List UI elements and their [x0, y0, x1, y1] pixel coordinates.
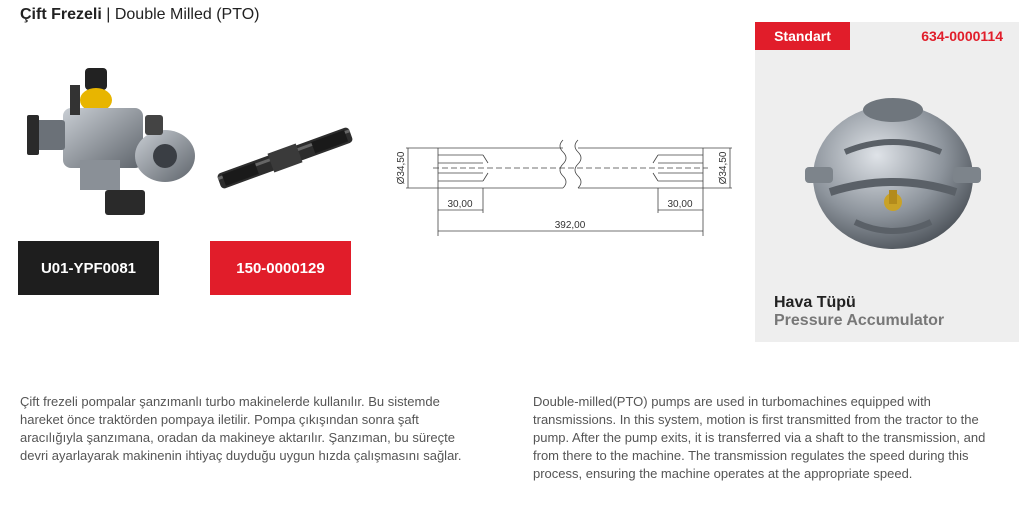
accumulator-name-en: Pressure Accumulator [774, 312, 945, 329]
dim-spline-right: 30,00 [667, 199, 693, 210]
title-bold: Çift Frezeli [20, 6, 102, 23]
page-title [20, 6, 259, 24]
description-tr: Çift frezeli pompalar şanzımanlı turbo makinelerde kullanılır. Bu sistemde hareket önce traktörden pompaya iletilir. Pompa çıkışından sonra şaft aracılığıyla şanzımana, oradan da makineye aktarılır. Şanzıman, bu süreçte devri ayarlayarak makinenin ihtiyaç duyduğu uygun hızda çalışmasını sağlar. [20, 394, 462, 463]
standard-badge: Standart [755, 22, 850, 50]
technical-drawing [388, 118, 750, 238]
pump-code-label: U01-YPF0081 [18, 241, 159, 295]
pto-shaft-image [210, 118, 360, 198]
pump-image [25, 60, 205, 230]
shaft-code-label: 150-0000129 [210, 241, 351, 295]
accumulator-card [755, 22, 1019, 342]
title-regular: Double Milled (PTO) [114, 6, 260, 23]
description-en: Double-milled(PTO) pumps are used in turbomachines equipped with transmissions. In this system, motion is first transmitted from the tractor to the pump. After the pump exits, it is transferred via a shaft to the transmission, and from there to the machine. The transmission regulates the speed during this process, ensuring the machine operates at the appropriate speed. [533, 394, 986, 481]
title-separator: | [101, 6, 115, 23]
accumulator-name-tr: Hava Tüpü [774, 294, 856, 311]
dim-total-length: 392,00 [554, 220, 586, 231]
dim-spline-left: 30,00 [447, 199, 473, 210]
dim-diameter-left: Ø34,50 [396, 151, 407, 185]
accumulator-code: 634-0000114 [921, 28, 1003, 44]
dim-diameter-right: Ø34,50 [718, 151, 729, 185]
accumulator-image [785, 72, 1000, 272]
